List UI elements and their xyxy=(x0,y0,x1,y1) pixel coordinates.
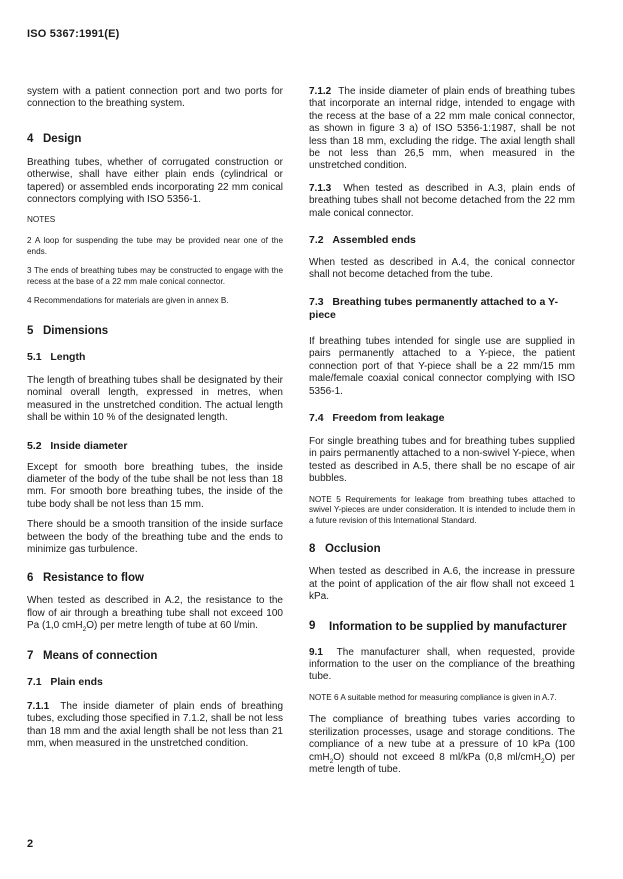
section-number: 7.2 xyxy=(309,234,324,247)
section-title: Information to be supplied by manufacturer xyxy=(329,620,567,633)
section-7-3-text: If breathing tubes intended for single use are supplied in pairs permanently attached to a Y-piece, the patient connection port of that Y-piece shall be a 22 mm/15 mm male/female coaxial conical connector complying with ISO 5356-1. xyxy=(309,335,575,397)
section-number: 9 xyxy=(309,619,316,632)
section-number: 5.2 xyxy=(27,439,42,452)
section-title: Occlusion xyxy=(325,543,381,556)
section-5-2-text-2: There should be a smooth transition of the inside surface between the body of the breathing tube and the ends to minimize gas turbulence. xyxy=(27,519,283,556)
section-7-heading xyxy=(27,649,283,663)
section-title: Plain ends xyxy=(50,675,103,688)
text-part: The inside diameter of plain ends of breathing tubes that incorporate an internal ridge, intended to engage with the recess at the base of a 22 mm male conical connector, as shown in figure 3 a) of ISO 5356-1:1987, shall be not less than 18 mm, excluding the ridge. The axial length shall be not less than 26,5 mm, when measured in the unstretched condition. xyxy=(309,86,575,172)
section-number: 7.1.1 xyxy=(27,700,50,712)
section-5-2-heading xyxy=(27,440,283,453)
note-2: 2 A loop for suspending the tube may be provided near one of the ends. xyxy=(27,236,283,256)
section-title: Length xyxy=(50,351,86,363)
section-7-1-heading xyxy=(27,676,283,689)
section-7-2-heading xyxy=(309,234,575,247)
section-8-text: When tested as described in A.6, the increase in pressure at the point of application of the air flow shall not exceed 1 kPa. xyxy=(309,566,575,603)
text-part: O) per metre length of tube at 60 l/min. xyxy=(86,620,258,632)
section-number: 7.3 xyxy=(309,295,324,308)
text-part: O) per metre length of tube. xyxy=(309,751,575,775)
section-title: Design xyxy=(43,132,82,145)
section-7-1-2-text xyxy=(309,86,575,173)
section-7-3-heading xyxy=(309,296,575,322)
section-number: 7.1.2 xyxy=(309,86,332,97)
section-7-4-heading xyxy=(309,412,575,425)
section-title: Means of connection xyxy=(43,649,158,662)
section-number: 5 xyxy=(27,325,34,337)
subscript: 2 xyxy=(540,757,545,765)
section-7-4-text: For single breathing tubes and for breathing tubes supplied in pairs permanently attached to a non-swivel Y-piece, when tested as described in A.5, there shall be no escape of air bubbles. xyxy=(309,435,575,485)
document-header: ISO 5367:1991(E) xyxy=(27,28,120,40)
section-7-2-text: When tested as described in A.4, the conical connector shall not become detached from the tube. xyxy=(309,257,575,281)
text-part: When tested as described in A.3, plain ends of breathing tubes shall not become detached from the 22 mm male conical connector. xyxy=(309,182,575,219)
section-title: Assembled ends xyxy=(332,234,416,247)
section-9-1-text-2 xyxy=(309,714,575,776)
note-6: NOTE 6 A suitable method for measuring compliance is given in A.7. xyxy=(309,692,557,702)
note-5: NOTE 5 Requirements for leakage from breathing tubes attached to swivel Y-pieces are under consideration. It is intended to include them in a future revision of this International Standard. xyxy=(309,494,575,525)
text-part: O) should not exceed 8 ml/kPa (0,8 ml/cmH xyxy=(333,751,541,763)
notes-label: NOTES xyxy=(27,215,56,225)
section-number: 7.1 xyxy=(27,675,42,688)
section-5-2-text-1: Except for smooth bore breathing tubes, the inside diameter of the body of the tube shall be not less than 18 mm. For smooth bore breathing tubes, the inside of the tube body shall be not less than 15 mm. xyxy=(27,461,283,510)
text-part: The manufacturer shall, when requested, provide information to the user on the compliance of the breathing tube. xyxy=(309,646,575,683)
text-part: The compliance of breathing tubes varies according to sterilization processes, usage and storage conditions. The compliance of a new tube at a pressure of 10 kPa (100 cmH xyxy=(309,714,575,763)
section-8-heading xyxy=(309,542,575,556)
subscript: 2 xyxy=(329,757,334,765)
text-part: When tested as described in A.2, the resistance to the flow of air through a breathing tube shall not exceed 100 Pa (1,0 cmH xyxy=(27,595,283,632)
section-number: 7.4 xyxy=(309,411,324,424)
section-number: 5.1 xyxy=(27,351,42,363)
section-title: Freedom from leakage xyxy=(332,411,445,424)
section-6-text xyxy=(27,595,283,632)
section-5-heading xyxy=(27,324,283,338)
section-number: 7 xyxy=(27,649,34,662)
section-4-text: Breathing tubes, whether of corrugated construction or otherwise, shall have either plain ends (cylindrical or tapered) or assembled ends incorporating 22 mm conical connectors complying with ISO 5356-1. xyxy=(27,156,283,206)
right-column xyxy=(309,86,575,776)
text-part: The inside diameter of plain ends of breathing tubes, excluding those specified in 7.1.2, shall be not less than 18 mm and the axial length shall be not less than 21 mm, when measured in the unstretched condition. xyxy=(27,700,283,749)
left-column xyxy=(27,86,283,750)
section-5-1-text: The length of breathing tubes shall be designated by their nominal overall length, expressed in metres, when measured in the unstretched condition. The actual length shall be within 10 % of the designated length. xyxy=(27,375,283,424)
section-title: Dimensions xyxy=(43,325,109,337)
note-3: 3 The ends of breathing tubes may be constructed to engage with the recess at the base of a 22 mm male conical connector. xyxy=(27,266,283,286)
section-title: Breathing tubes permanently attached to a Y-piece xyxy=(309,295,558,321)
section-number: 6 xyxy=(27,572,34,585)
section-7-1-3-text xyxy=(309,183,575,220)
section-9-1-text xyxy=(309,647,575,684)
section-number: 9.1 xyxy=(309,646,323,658)
page-number: 2 xyxy=(27,838,34,850)
note-4: 4 Recommendations for materials are given in annex B. xyxy=(27,296,229,306)
section-title: Resistance to flow xyxy=(43,572,144,585)
section-7-1-1-text xyxy=(27,701,283,751)
subscript: 2 xyxy=(82,626,87,634)
section-number: 4 xyxy=(27,132,34,145)
section-title: Inside diameter xyxy=(50,439,128,452)
intro-paragraph: system with a patient connection port and two ports for connection to the breathing system. xyxy=(27,86,283,110)
section-number: 8 xyxy=(309,543,316,556)
section-5-1-heading xyxy=(27,351,283,364)
section-9-heading xyxy=(309,619,575,635)
section-6-heading xyxy=(27,571,283,585)
section-number: 7.1.3 xyxy=(309,182,332,194)
section-4-heading xyxy=(27,132,283,146)
